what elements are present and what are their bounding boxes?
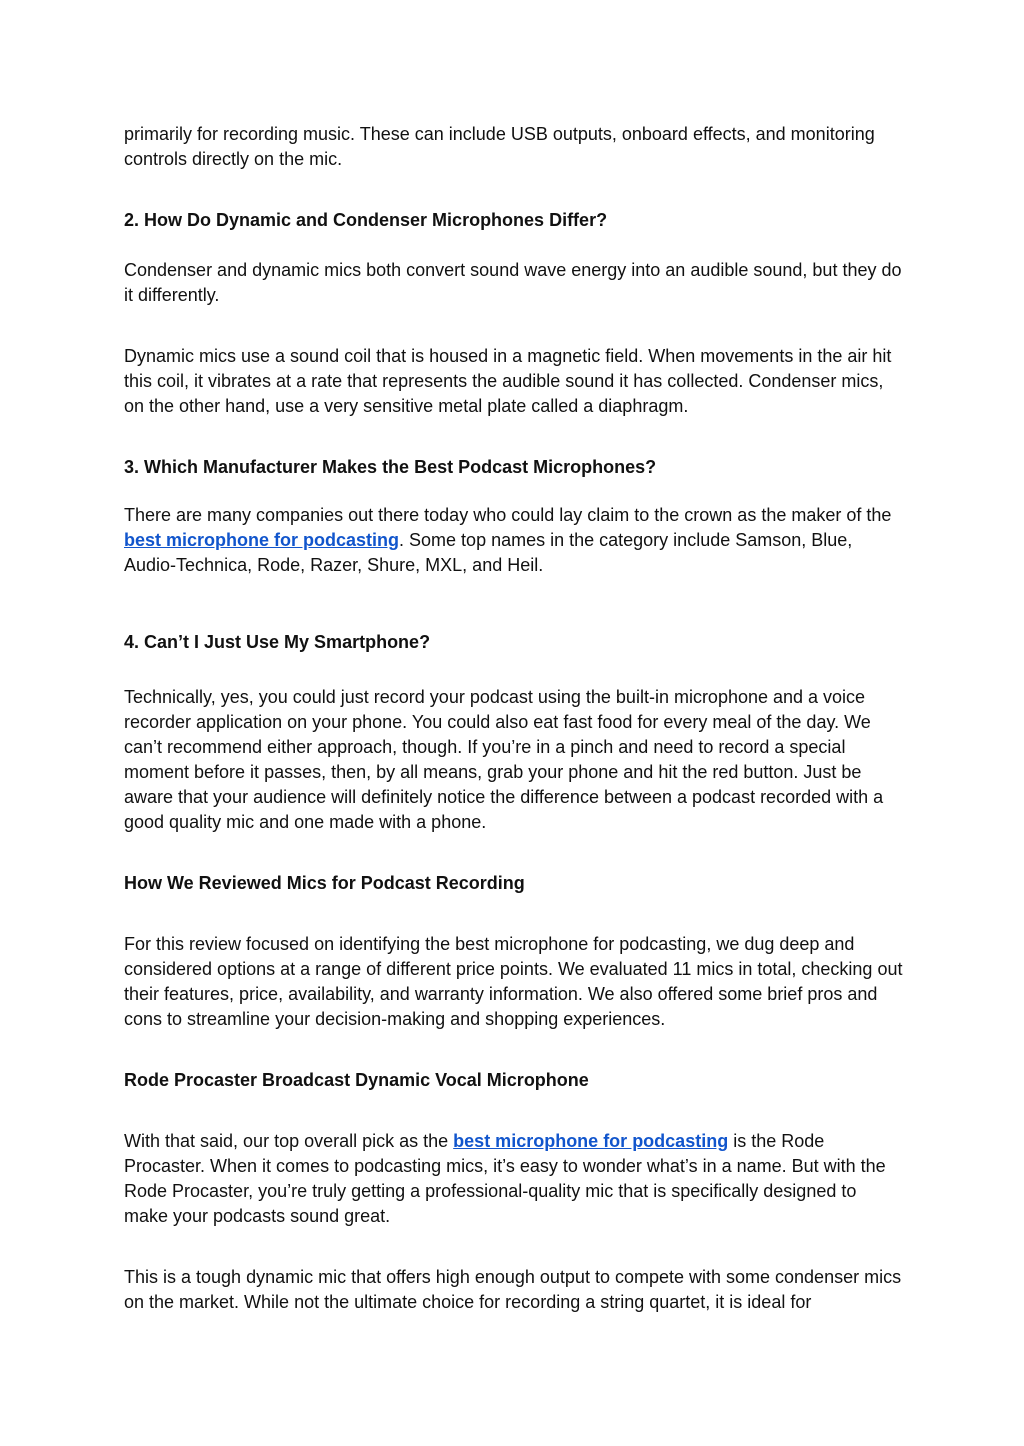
paragraph-manufacturers [124,503,904,578]
paragraph-smartphone: Technically, yes, you could just record your podcast using the built-in microphone and a voice recorder application on your phone. You could also eat fast food for every meal of the day. We can’t recommend either approach, though. If you’re in a pinch and need to record a special moment before it passes, then, by all means, grab your phone and hit the red button. Just be aware that your audience will definitely notice the difference between a podcast recorded with a good quality mic and one made with a phone. [124,687,884,832]
text-after-link: is the Rode Procaster. When it comes to podcasting mics, it’s easy to wonder what’s in a name. But with the Rode Procaster, you’re truly getting a professional-quality mic that is specifically designed to make your podcasts sound great. [124,1131,886,1226]
text-after-link: . Some top names in the category include Samson, Blue, Audio-Technica, Rode, Razer, Shure, MXL, and Heil. [124,530,853,575]
paragraph-review: For this review focused on identifying the best microphone for podcasting, we dug deep and considered options at a range of different price points. We evaluated 11 mics in total, checking out their features, price, availability, and warranty information. We also offered some brief pros and cons to streamline your decision-making and shopping experiences. [124,934,903,1029]
paragraph-dynamic-coil: Dynamic mics use a sound coil that is housed in a magnetic field. When movements in the air hit this coil, it vibrates at a rate that represents the audible sound it has collected. Condenser mics, on the other hand, use a very sensitive metal plate called a diaphragm. [124,346,892,416]
heading-rode-procaster: Rode Procaster Broadcast Dynamic Vocal Microphone [124,1070,589,1090]
text-before-link: With that said, our top overall pick as the [124,1131,454,1151]
heading-manufacturer: 3. Which Manufacturer Makes the Best Podcast Microphones? [124,457,657,477]
heading-smartphone: 4. Can’t I Just Use My Smartphone? [124,632,431,652]
heading-dynamic-vs-condenser: 2. How Do Dynamic and Condenser Microphones Differ? [124,210,608,230]
paragraph-top-pick [124,1129,904,1229]
heading-how-we-reviewed: How We Reviewed Mics for Podcast Recording [124,873,525,893]
paragraph-condenser-dynamic: Condenser and dynamic mics both convert sound wave energy into an audible sound, but they do it differently. [124,260,902,305]
paragraph-tough-dynamic-mic: This is a tough dynamic mic that offers high enough output to compete with some condenser mics on the market. While not the ultimate choice for recording a string quartet, it is ideal for [124,1267,902,1312]
text-before-link: There are many companies out there today who could lay claim to the crown as the maker of the [124,505,892,525]
best-microphone-link[interactable]: best microphone for podcasting [124,530,400,550]
intro-paragraph: primarily for recording music. These can include USB outputs, onboard effects, and monitoring controls directly on the mic. [124,124,875,169]
best-microphone-link[interactable]: best microphone for podcasting [453,1131,729,1151]
